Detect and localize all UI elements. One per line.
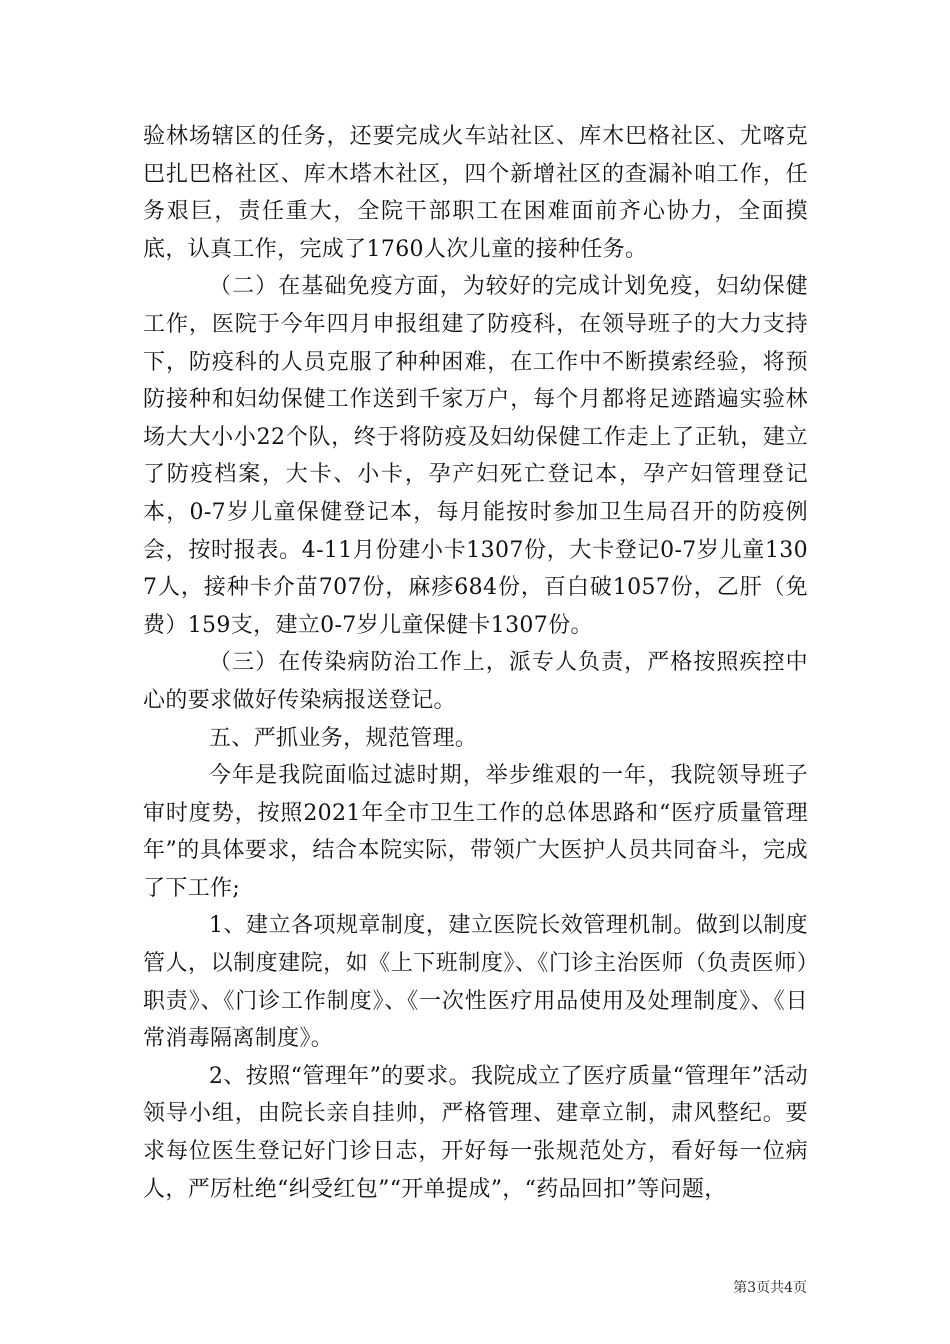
paragraph-4: 今年是我院面临过滤时期，举步维艰的一年，我院领导班子审时度势，按照2021年全市卫生工作的总体思路和“医疗质量管理年”的具体要求，结合本院实际，带领广大医护人员共同奋斗，完成了下工作; <box>143 763 808 901</box>
paragraph-6: 2、按照“管理年”的要求。我院成立了医疗质量“管理年”活动领导小组，由院长亲自挂帅，严格管理、建章立制，肃风整纪。要求每位医生登记好门诊日志，开好每一张规范处方，看好每一位病人，严厉杜绝“纠受红包”“开单提成”，“药品回扣”等问题， <box>143 1063 808 1202</box>
document-body <box>143 118 808 1208</box>
paragraph-5: 1、建立各项规章制度，建立医院长效管理机制。做到以制度管人，以制度建院，如《上下班制度》、《门诊主治医师（负责医师）职责》、《门诊工作制度》、《一次性医疗用品使用及处理制度》、《日常消毒隔离制度》。 <box>143 913 808 1052</box>
paragraph-3: （三）在传染病防治工作上，派专人负责，严格按照疾控中心的要求做好传染病报送登记。 <box>143 650 808 713</box>
page-number-footer: 第3页共4页 <box>733 1280 807 1296</box>
paragraph-1: 验林场辖区的任务，还要完成火车站社区、库木巴格社区、尤喀克巴扎巴格社区、库木塔木社区，四个新增社区的查漏补咱工作，任务艰巨，责任重大，全院干部职工在困难面前齐心协力，全面摸底，认真工作，完成了1760人次儿童的接种任务。 <box>143 124 808 262</box>
paragraph-2: （二）在基础免疫方面，为较好的完成计划免疫，妇幼保健工作，医院于今年四月申报组建了防疫科，在领导班子的大力支持下，防疫科的人员克服了种种困难，在工作中不断摸索经验，将预防接种和妇幼保健工作送到千家万户，每个月都将足迹踏遍实验林场大大小小22个队，终于将防疫及妇幼保健工作走上了正轨，建立了防疫档案，大卡、小卡，孕产妇死亡登记本，孕产妇管理登记本，0-7岁儿童保健登记本，每月能按时参加卫生局召开的防疫例会，按时报表。4-11月份建小卡1307份，大卡登记0-7岁儿童1307人，接种卡介苗707份，麻疹684份，百白破1057份，乙肝（免费）159支，建立0-7岁儿童保健卡1307份。 <box>143 274 808 638</box>
section-heading-5: 五、严抓业务，规范管理。 <box>209 725 478 751</box>
